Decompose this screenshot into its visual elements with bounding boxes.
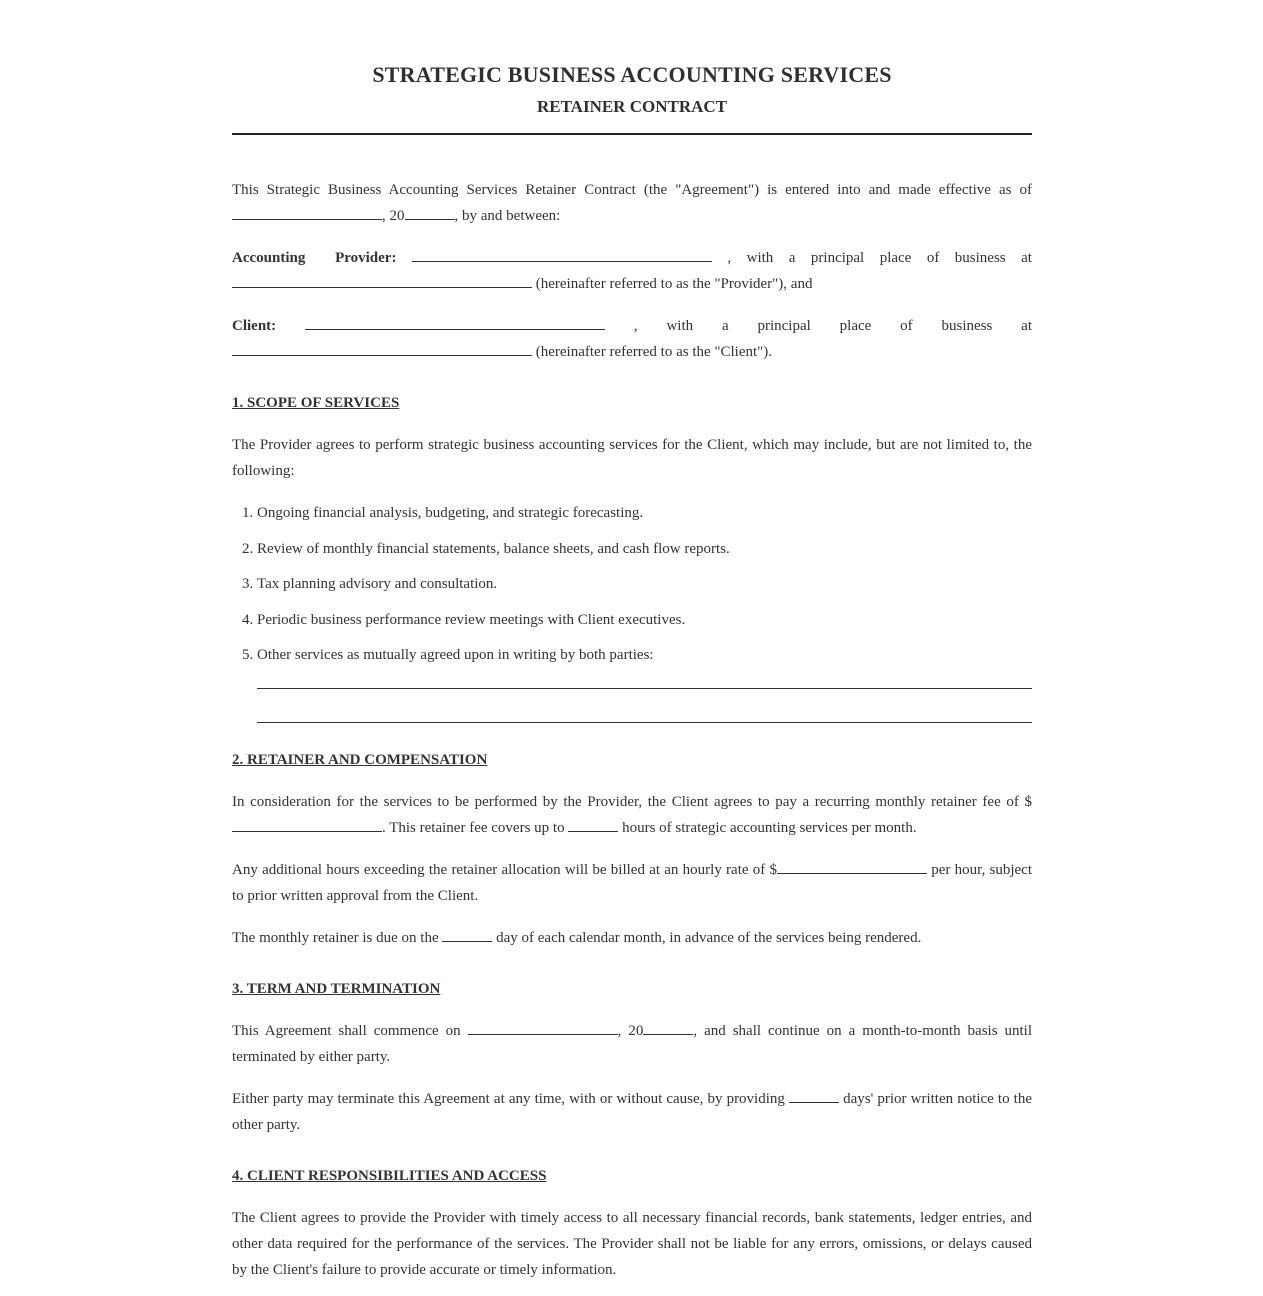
intro-tail: , by and between: [454, 208, 561, 224]
provider-word: principal [810, 250, 865, 266]
retainer-fee-blank[interactable] [232, 817, 382, 832]
provider-block [232, 245, 1032, 297]
termination-text: Either party may terminate this Agreement at any time, with or without cause, by providing [232, 1091, 785, 1107]
provider-word: place [879, 250, 912, 266]
provider-word: of [926, 250, 940, 266]
section-4-title: 4. CLIENT RESPONSIBILITIES AND ACCESS [232, 1168, 547, 1184]
provider-word: at [1021, 250, 1032, 266]
effective-date-blank[interactable] [232, 205, 382, 220]
contract-page [232, 0, 1032, 1283]
commencement-year-blank[interactable] [643, 1020, 693, 1035]
client-tail: (hereinafter referred to as the "Client"). [535, 344, 773, 360]
retainer-fee-text: In consideration for the services to be performed by the Provider, the Client agrees to pay a recurring monthly retainer fee of $ [232, 794, 1032, 810]
termination-tail: days' prior written notice to the other party. [232, 1091, 1033, 1133]
section-2-title: 2. RETAINER AND COMPENSATION [232, 752, 488, 768]
termination-paragraph [232, 1086, 1032, 1138]
other-services-blank-1[interactable] [257, 688, 1032, 689]
commencement-date-blank[interactable] [468, 1020, 618, 1035]
intro-year-prefix: , 20 [382, 208, 405, 224]
document-title: STRATEGIC BUSINESS ACCOUNTING SERVICES [372, 62, 892, 87]
hourly-rate-text: Any additional hours exceeding the retainer allocation will be billed at an hourly rate of $ [232, 862, 777, 878]
section-4-body: The Client agrees to provide the Provider with timely access to all necessary financial records, bank statements, ledger entries, and other data required for the performance of the services. The Provider shall not be liable for any errors, omissions, or delays caused by the Client's failure to provide accurate or timely information. [232, 1210, 1032, 1278]
other-services-blank-2[interactable] [257, 722, 1032, 723]
provider-word: a [788, 250, 796, 266]
retainer-hours-tail: hours of strategic accounting services per month. [622, 820, 917, 836]
services-list [232, 500, 1032, 668]
client-word: at [1021, 318, 1032, 334]
retainer-fee-paragraph [232, 789, 1032, 841]
document-subtitle: RETAINER CONTRACT [536, 97, 727, 116]
notice-days-blank[interactable] [789, 1088, 839, 1103]
section-1-body: The Provider agrees to perform strategic business accounting services for the Client, which may include, but are not limited to, the following: [232, 437, 1032, 479]
list-item: 2. Review of monthly financial statements, balance sheets, and cash flow reports. [257, 536, 1032, 562]
client-block [232, 313, 1032, 365]
provider-label: Accounting Provider: [232, 250, 397, 266]
commencement-year-prefix: , 20 [617, 1023, 644, 1039]
effective-year-blank[interactable] [405, 205, 455, 220]
retainer-hours-text: . This retainer fee covers up to [382, 820, 565, 836]
client-word: place [839, 318, 872, 334]
intro-paragraph [232, 177, 1032, 229]
client-word: principal [757, 318, 811, 334]
client-word: a [721, 318, 729, 334]
client-address-blank[interactable] [232, 341, 532, 356]
provider-name-blank[interactable] [412, 247, 712, 262]
due-day-text: The monthly retainer is due on the [232, 930, 439, 946]
client-name-blank[interactable] [305, 315, 605, 330]
provider-word: , [727, 250, 732, 266]
provider-word: with [746, 250, 774, 266]
list-item: 1. Ongoing financial analysis, budgeting, and strategic forecasting. [257, 500, 1032, 526]
client-word: business [941, 318, 993, 334]
due-day-blank[interactable] [442, 927, 492, 942]
section-1-title: 1. SCOPE OF SERVICES [232, 395, 400, 411]
list-item: 3. Tax planning advisory and consultation. [257, 571, 1032, 597]
list-item: 5. Other services as mutually agreed upon in writing by both parties: [257, 642, 1032, 668]
header-divider [232, 133, 1032, 135]
due-day-tail: day of each calendar month, in advance of the services being rendered. [496, 930, 922, 946]
provider-line [232, 245, 1032, 271]
client-word: with [666, 318, 694, 334]
intro-text: This Strategic Business Accounting Services Retainer Contract (the "Agreement") is entered into and made effective as of [232, 182, 1032, 198]
provider-address-line [232, 271, 1032, 297]
hourly-rate-blank[interactable] [777, 859, 927, 874]
provider-word: business [954, 250, 1006, 266]
section-3-title: 3. TERM AND TERMINATION [232, 981, 441, 997]
hourly-rate-paragraph [232, 857, 1032, 909]
client-word: , [633, 318, 638, 334]
commencement-text: This Agreement shall commence on [232, 1023, 461, 1039]
hourly-rate-tail: per hour, subject to prior written approval from the Client. [232, 862, 1032, 904]
client-word: of [900, 318, 913, 334]
commencement-paragraph [232, 1018, 1032, 1070]
client-label: Client: [232, 318, 277, 334]
retainer-hours-blank[interactable] [568, 817, 618, 832]
due-day-paragraph [232, 925, 1032, 951]
list-item: 4. Periodic business performance review meetings with Client executives. [257, 607, 1032, 633]
commencement-tail: , and shall continue on a month-to-month basis until terminated by either party. [232, 1023, 1033, 1065]
client-address-line [232, 339, 1032, 365]
provider-address-blank[interactable] [232, 273, 532, 288]
provider-tail: (hereinafter referred to as the "Provider"), and [535, 276, 813, 292]
client-line [232, 313, 1032, 339]
